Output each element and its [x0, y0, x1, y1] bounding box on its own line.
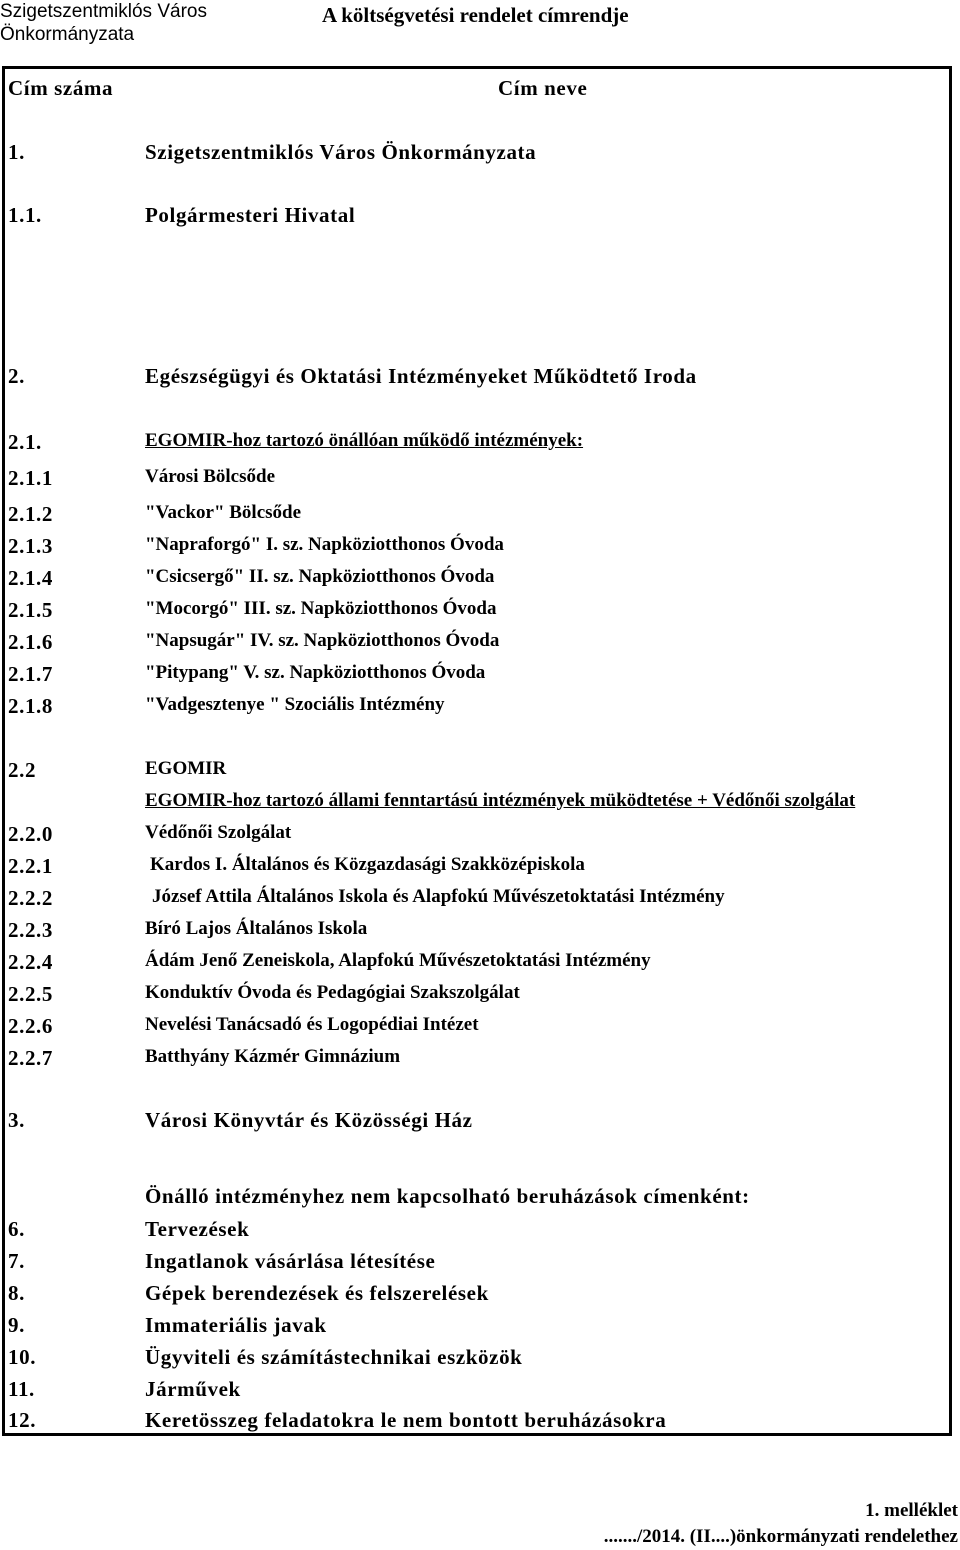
organization-name-line1: Szigetszentmiklós Város [0, 1, 207, 22]
row-name: "Napraforgó" I. sz. Napköziotthonos Óvoda [145, 534, 504, 555]
decree-reference: ......./2014. (II....)önkormányzati rendelethez [603, 1526, 958, 1547]
annex-label: 1. melléklet [865, 1500, 958, 1521]
row-name: "Napsugár" IV. sz. Napköziotthonos Óvoda [145, 630, 500, 651]
row-name: Szigetszentmiklós Város Önkormányzata [145, 140, 537, 164]
row-number: 2.1.5 [8, 598, 53, 622]
row-name: Járművek [145, 1377, 241, 1401]
row-name: "Vadgesztenye " Szociális Intézmény [145, 694, 445, 715]
row-name: Nevelési Tanácsadó és Logopédiai Intézet [145, 1014, 479, 1035]
organization-name [0, 0, 230, 46]
row-name: Ádám Jenő Zeneiskola, Alapfokú Művészetoktatási Intézmény [145, 950, 651, 971]
section-heading: Önálló intézményhez nem kapcsolható beruházások címenként: [145, 1184, 750, 1208]
row-number: 2.2 [8, 758, 37, 782]
row-name: Ingatlanok vásárlása létesítése [145, 1249, 436, 1273]
row-number: 2.1.7 [8, 662, 53, 686]
row-number: 9. [8, 1313, 25, 1337]
row-name: Ügyviteli és számítástechnikai eszközök [145, 1345, 523, 1369]
row-name: Immateriális javak [145, 1313, 327, 1337]
row-number: 2.2.4 [8, 950, 53, 974]
document-title: A költségvetési rendelet címrendje [322, 3, 629, 27]
row-name: Városi Könyvtár és Közösségi Ház [145, 1108, 473, 1132]
row-name: Gépek berendezések és felszerelések [145, 1281, 489, 1305]
row-number: 2.2.3 [8, 918, 53, 942]
row-number: 3. [8, 1108, 25, 1132]
row-name: Polgármesteri Hivatal [145, 203, 356, 227]
row-name: Kardos I. Általános és Közgazdasági Szakközépiskola [150, 854, 585, 875]
row-number: 2.1.8 [8, 694, 53, 718]
row-number: 11. [8, 1377, 35, 1401]
row-name: Bíró Lajos Általános Iskola [145, 918, 368, 939]
row-name: József Attila Általános Iskola és Alapfokú Művészetoktatási Intézmény [152, 886, 725, 907]
row-number: 2.2.0 [8, 822, 53, 846]
row-number: 2.1.4 [8, 566, 53, 590]
row-number: 2.1.6 [8, 630, 53, 654]
row-name: "Csicsergő" II. sz. Napköziotthonos Óvoda [145, 566, 495, 587]
row-number: 2.1.2 [8, 502, 53, 526]
column-header-name: Cím neve [498, 76, 588, 100]
row-number: 2.2.6 [8, 1014, 53, 1038]
row-name: Tervezések [145, 1217, 250, 1241]
row-number: 2.2.5 [8, 982, 53, 1006]
row-name: Egészségügyi és Oktatási Intézményeket Működtető Iroda [145, 364, 697, 388]
row-number: 2. [8, 364, 25, 388]
row-name: Konduktív Óvoda és Pedagógiai Szakszolgálat [145, 982, 520, 1003]
row-name: Védőnői Szolgálat [145, 822, 292, 843]
row-number: 6. [8, 1217, 25, 1241]
row-number: 7. [8, 1249, 25, 1273]
row-number: 2.1.3 [8, 534, 53, 558]
organization-name-line2: Önkormányzata [0, 24, 135, 45]
row-number: 1. [8, 140, 25, 164]
row-name: EGOMIR [145, 758, 227, 779]
row-name: EGOMIR-hoz tartozó állami fenntartású intézmények müködtetése + Védőnői szolgálat [145, 790, 856, 811]
row-name: Batthyány Kázmér Gimnázium [145, 1046, 401, 1067]
row-number: 2.1. [8, 430, 42, 454]
row-name: "Pitypang" V. sz. Napköziotthonos Óvoda [145, 662, 486, 683]
row-name: EGOMIR-hoz tartozó önállóan működő intézmények: [145, 430, 584, 451]
column-header-number: Cím száma [8, 76, 114, 100]
row-number: 12. [8, 1408, 37, 1432]
row-number: 10. [8, 1345, 37, 1369]
row-number: 2.2.7 [8, 1046, 53, 1070]
row-name: "Mocorgó" III. sz. Napköziotthonos Óvoda [145, 598, 497, 619]
row-number: 8. [8, 1281, 25, 1305]
row-name: Városi Bölcsőde [145, 466, 276, 487]
row-number: 2.2.1 [8, 854, 53, 878]
row-number: 1.1. [8, 203, 42, 227]
row-name: Keretösszeg feladatokra le nem bontott beruházásokra [145, 1408, 667, 1432]
row-number: 2.1.1 [8, 466, 53, 490]
row-number: 2.2.2 [8, 886, 53, 910]
row-name: "Vackor" Bölcsőde [145, 502, 302, 523]
